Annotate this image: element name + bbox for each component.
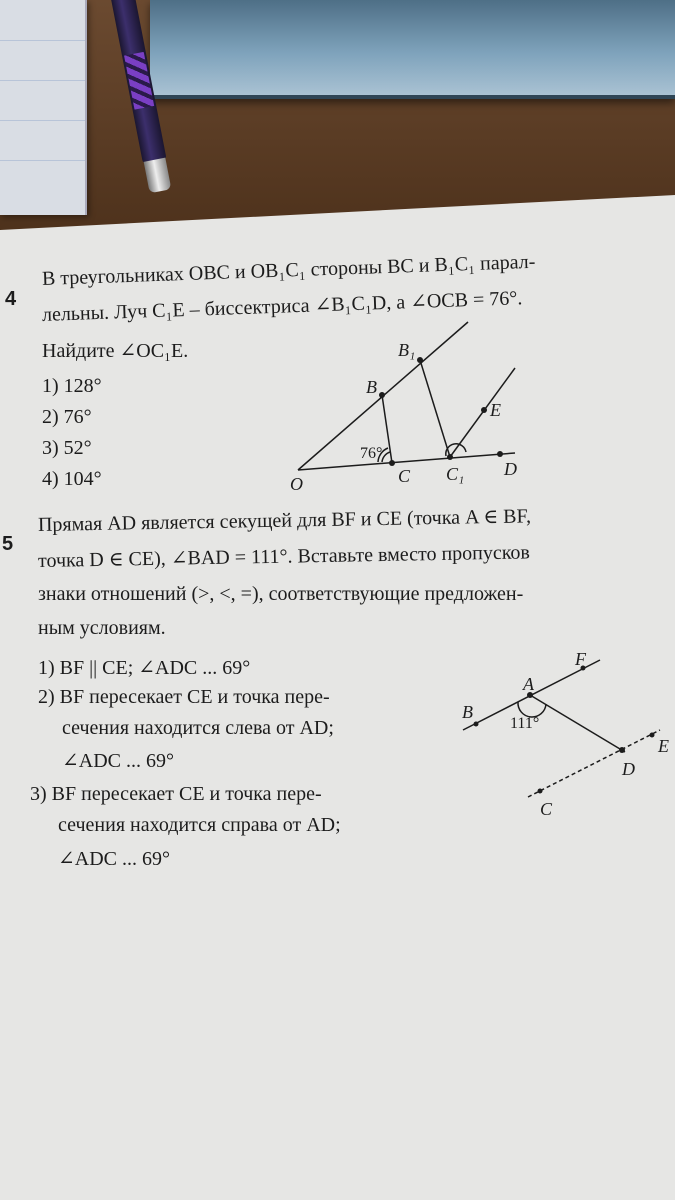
fig4-label-C: C [398, 466, 411, 486]
problem4-option-3: 3) 52° [42, 437, 92, 459]
problem4-option-2: 2) 76° [42, 406, 92, 428]
fig4-label-O: O [290, 474, 303, 494]
problem5-line4: ным условиям. [38, 617, 166, 639]
fig5-label-F: F [575, 649, 586, 669]
fig4-label-B1: B₁ [398, 340, 416, 360]
fig5-label-C: C [540, 799, 553, 819]
problem5-item3a: 3) BF пересекает CE и точка пере- [30, 783, 322, 805]
fig4-label-E: E [490, 400, 501, 420]
problem5-item1: 1) BF || CE; ∠ADC ... 69° [38, 657, 251, 679]
problem5-number: 5 [2, 533, 14, 555]
problem5-line2: точка D ∈ CE), ∠BAD = 111°. Вставьте вместо пропусков [37, 541, 531, 572]
fig4-label-B: B [366, 377, 377, 397]
problem4-option-1: 1) 128° [42, 375, 102, 397]
problem4-line3: Найдите ∠OC₁E. [42, 340, 189, 362]
problem5-item2a: 2) BF пересекает CE и точка пере- [38, 686, 330, 708]
fig4-label-D: D [504, 459, 517, 479]
problem4-line2: лельны. Луч C₁E – биссектриса ∠B₁C₁D, а ∠OCB = 76°. [41, 287, 523, 326]
fig5-label-A: A [523, 674, 534, 694]
fig5-label-E: E [658, 736, 669, 756]
problem4-option-4: 4) 104° [42, 468, 102, 490]
problem5-item3b: сечения находится справа от AD; [58, 814, 341, 836]
fig5-label-B: B [462, 702, 473, 722]
fig4-label-C1: C₁ [446, 464, 465, 484]
problem5-line3: знаки отношений (>, <, =), соответствующие предложен- [38, 583, 524, 605]
problem5-line1: Прямая AD является секущей для BF и CE (точка A ∈ BF, [37, 505, 532, 536]
fig5-angle-label: 111° [510, 715, 540, 732]
fig4-angle-label: 76° [360, 445, 383, 462]
problem5-item3c: ∠ADC ... 69° [58, 848, 170, 870]
problem4-number: 4 [5, 288, 17, 310]
problem5-item2c: ∠ADC ... 69° [62, 750, 174, 772]
fig5-label-D: D [622, 759, 635, 779]
problem5-item2b: сечения находится слева от AD; [62, 717, 334, 739]
problem4-line1: В треугольниках OBC и OB₁C₁ стороны BC и B₁C₁ парал- [41, 250, 536, 290]
